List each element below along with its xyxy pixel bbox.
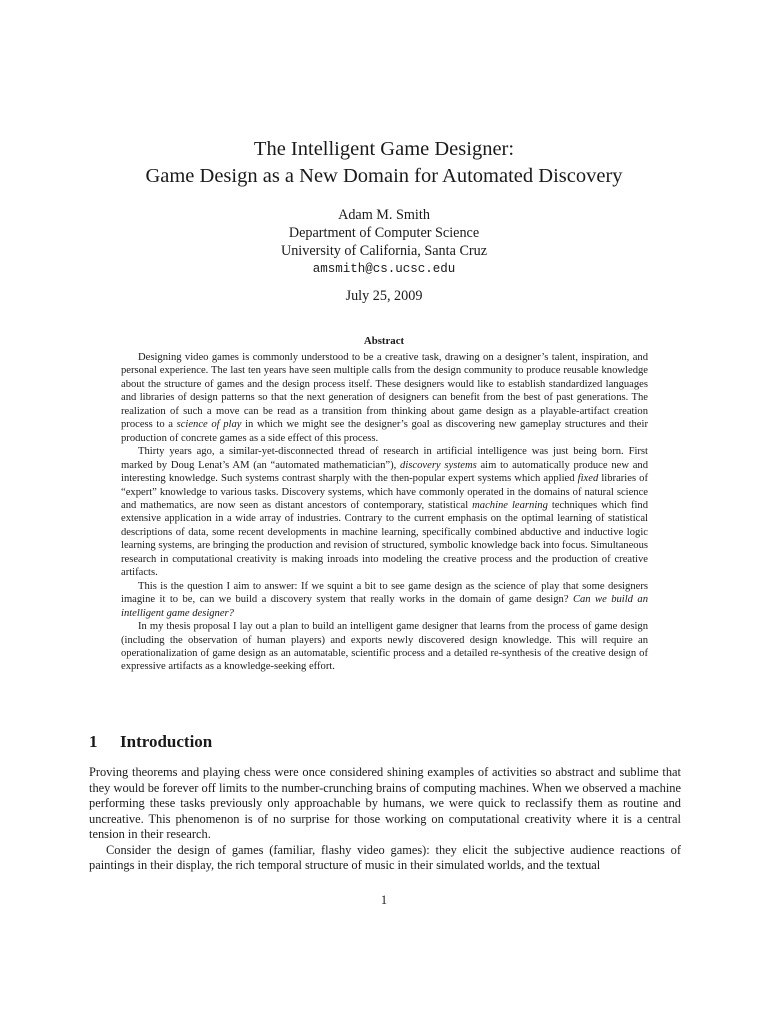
section-title: Introduction <box>120 732 213 751</box>
abstract-paragraph-2: Thirty years ago, a similar-yet-disconnected thread of research in artificial intelligence was just being born. First marked by Doug Lenat’s AM (an “automated mathematician”), discovery systems aim to automatically produce new and interesting knowledge. Such systems contrast sharply with the then-popular expert systems which applied fixed libraries of “expert” knowledge to various tasks. Discovery systems, which have commonly operated in the domains of natural science and mathematics, are now seen as distant ancestors of contemporary, statistical machine learning techniques which find extensive application in a wide array of industries. Contrary to the current emphasis on the optimal learning of statistical descriptions of data, some recent developments in machine learning, specifically combined abductive and inductive logic learning systems, are bringing the production and revision of structured, symbolic knowledge back into focus. Simultaneous research in computational creativity is making inroads into modeling the creative process and the production of creative artifacts. <box>121 446 649 579</box>
intro-paragraph-2: Consider the design of games (familiar, flashy video games): they elicit the subjective audience reactions of paintings in their display, the rich temporal structure of music in their simulated worlds, and the textual <box>89 842 681 873</box>
section-heading-introduction <box>89 731 212 753</box>
paper-title <box>0 136 768 190</box>
abstract-body <box>121 351 648 674</box>
abstract-paragraph-3: This is the question I aim to answer: If we squint a bit to see game design as the science of play that some designers imagine it to be, can we build a discovery system that really works in the domain of game design? Can we build an intelligent game designer? <box>121 580 648 619</box>
abstract-paragraph-1: Designing video games is commonly understood to be a creative task, drawing on a designer’s talent, inspiration, and personal experience. The last ten years have seen multiple calls from the design community to produce reusable knowledge about the structure of games and the design process itself. These designers would like to establish standardized languages and libraries of design patterns so that the next generation of designers can benefit from the best of past generations. The realization of such a move can be read as a transition from thinking about game design as a playable-artifact creation process to a science of play in which we might see the designer’s goal as discovering new gameplay structures and their production of concrete games as a side effect of this process. <box>121 352 648 444</box>
section-number: 1 <box>89 732 98 751</box>
author-department: Department of Computer Science <box>288 225 480 241</box>
introduction-body <box>89 765 681 874</box>
author-email: amsmith@cs.ucsc.edu <box>312 262 456 276</box>
abstract-heading: Abstract <box>363 335 405 347</box>
title-line-2: Game Design as a New Domain for Automated Discovery <box>145 165 623 187</box>
author-university: University of California, Santa Cruz <box>280 243 488 259</box>
author-block <box>0 206 768 278</box>
paper-date: July 25, 2009 <box>345 288 423 304</box>
intro-paragraph-1: Proving theorems and playing chess were once considered shining examples of activities so abstract and sublime that they would be forever off limits to the number-crunching brains of computing machines. When we observed a machine performing these tasks previously only approachable by humans, we were quick to reclassify them as routine and uncreative. This phenomenon is of no surprise for those working on computational creativity where it is a central tension in their research. <box>89 765 681 842</box>
abstract-paragraph-4: In my thesis proposal I lay out a plan to build an intelligent game designer that learns from the process of game design (including the observation of human players) and exports newly discovered design knowledge. This will require an operationalization of game design as an automatable, scientific process and a detailed re-synthesis of the creative design of expressive artifacts as a knowledge-seeking effort. <box>121 621 648 673</box>
page-number: 1 <box>380 893 388 907</box>
title-line-1: The Intelligent Game Designer: <box>253 138 515 160</box>
author-name: Adam M. Smith <box>338 207 430 223</box>
